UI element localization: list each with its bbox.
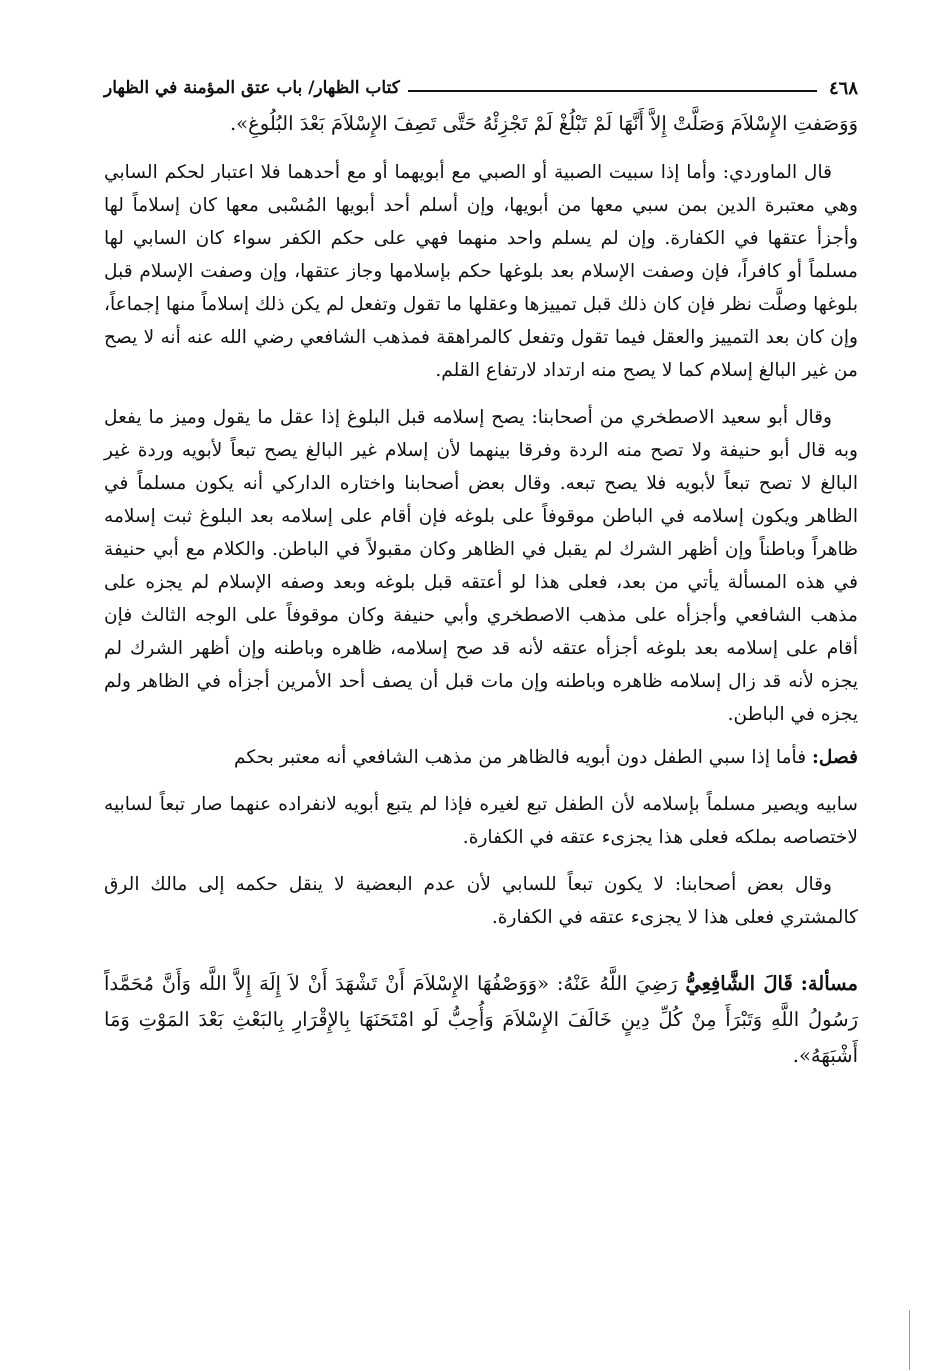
masala-text: رَضِيَ اللَّهُ عَنْهُ: «وَوَصْفُهَا الإِسْلاَمَ أَنْ تَشْهَدَ أَنْ لاَ إِلَهَ إِلاَّ اللَّه وَأَنَّ مُحَمَّداً رَسُولُ اللَّهِ وَتَبْرَأَ مِنْ كُلِّ دِينٍ خَالَفَ الإِسْلاَمَ وَأُحِبُّ لَو امْتَحَنَهَا بِالإِقْرَارِ بِالبَعْثِ بَعْدَ المَوْتِ وَمَا أَشْبَهَهُ».	[104, 972, 858, 1067]
fasl-first-line: فأما إذا سبي الطفل دون أبويه فالظاهر من مذهب الشافعي أنه معتبر بحكم	[234, 747, 807, 768]
masala-speaker: قَالَ الشَّافِعِيُّ	[685, 972, 793, 995]
page-body	[104, 106, 858, 1351]
scan-edge-line	[909, 1310, 910, 1370]
fasl-label: فصل:	[812, 747, 858, 768]
quote-continuation: وَوَصَفتِ الإِسْلاَمَ وَصَلَّتْ إِلاَّ أَنَّهَا لَمْ تَبْلُغْ لَمْ تَجْزِئْهُ حَتَّى تَصِفَ الإِسْلاَمَ بَعْدَ البُلُوغِ».	[229, 112, 858, 135]
masala-label: مسألة:	[800, 972, 859, 995]
header-rule	[408, 90, 817, 92]
fasl-continuation: سابيه ويصير مسلماً بإسلامه لأن الطفل تبع لغيره فإذا لم يتبع أبويه لانفراده عنهما صار تبعاً لسابيه لاختصاصه بملكه فعلى هذا يجزىء عتقه في الكفارة.	[104, 794, 858, 848]
masala-section	[104, 966, 858, 1074]
page-header	[104, 70, 858, 106]
book-page	[104, 70, 858, 1351]
paragraph-mawardi: قال الماوردي: وأما إذا سبيت الصبية أو الصبي مع أبويهما أو مع أحدهما فلا اعتبار لحكم السابي وهي معتبرة الدين بمن سبي معها من أبويها، وإن أسلم أحد أبويها المُسْبى معها كان إسلاماً لها وأجزأ عتقها في الكفارة. وإن لم يسلم واحد منهما فهي على حكم الكفر سواء كان السابي لها مسلماً أو كافراً، فإن وصفت الإسلام بعد بلوغها حكم بإسلامها وجاز عتقها، وإن وصفت الإسلام قبل بلوغها وصلَّت نظر فإن كان ذلك قبل تمييزها وعقلها ما تقول وتفعل لم يكن ذلك إسلاماً منها إجماعاً، وإن كان بعد التمييز والعقل فيما تقول وتفعل كالمراهقة فمذهب الشافعي رضي الله عنه أنه لا يصح من غير البالغ إسلام كما لا يصح منه ارتداد لارتفاع القلم.	[104, 162, 858, 381]
paragraph-istakhri: وقال أبو سعيد الاصطخري من أصحابنا: يصح إسلامه قبل البلوغ إذا عقل ما يقول وميز ما يفعل وبه قال أبو حنيفة ولا تصح منه الردة وفرقا بينهما لأن إسلام غير البالغ يصح تبعاً لأبويه وردة غير البالغ لا تصح تبعاً لأبويه فلا يصح تبعه. وقال بعض أصحابنا واختاره الداركي أنه يكون مسلماً في الظاهر ويكون إسلامه في الباطن موقوفاً على بلوغه فإن أقام على إسلامه بعد البلوغ ثبت إسلامه ظاهراً وباطناً وإن أظهر الشرك لم يقبل في الظاهر وكان مقبولاً في الباطن. والكلام مع أبي حنيفة في هذه المسألة يأتي من بعد، فعلى هذا لو أعتقه قبل بلوغه وبعد وصفه الإسلام لم يجزه على مذهب الشافعي وأجزأه على مذهب الاصطخري وأبي حنيفة وكان موقوفاً على الوجه الثالث فإن أقام على إسلامه بعد بلوغه أجزأه عتقه لأنه قد صح إسلامه، ظاهره وباطنه وإن أظهر الشرك لم يجزه لأنه قد زال إسلامه ظاهره وباطنه وإن مات قبل أن يصف أحد الأمرين أجزأه في الظاهر ولم يجزه في الباطن.	[104, 407, 858, 725]
paragraph-some-companions: وقال بعض أصحابنا: لا يكون تبعاً للسابي لأن عدم البعضية لا ينقل حكمه إلى مالك الرق كالمشتري فعلى هذا لا يجزىء عتقه في الكفارة.	[104, 874, 858, 928]
running-title: كتاب الظهار/ باب عتق المؤمنة في الظهار	[104, 78, 400, 98]
page-number: ٤٦٨	[828, 77, 858, 99]
fasl-section	[104, 741, 858, 774]
